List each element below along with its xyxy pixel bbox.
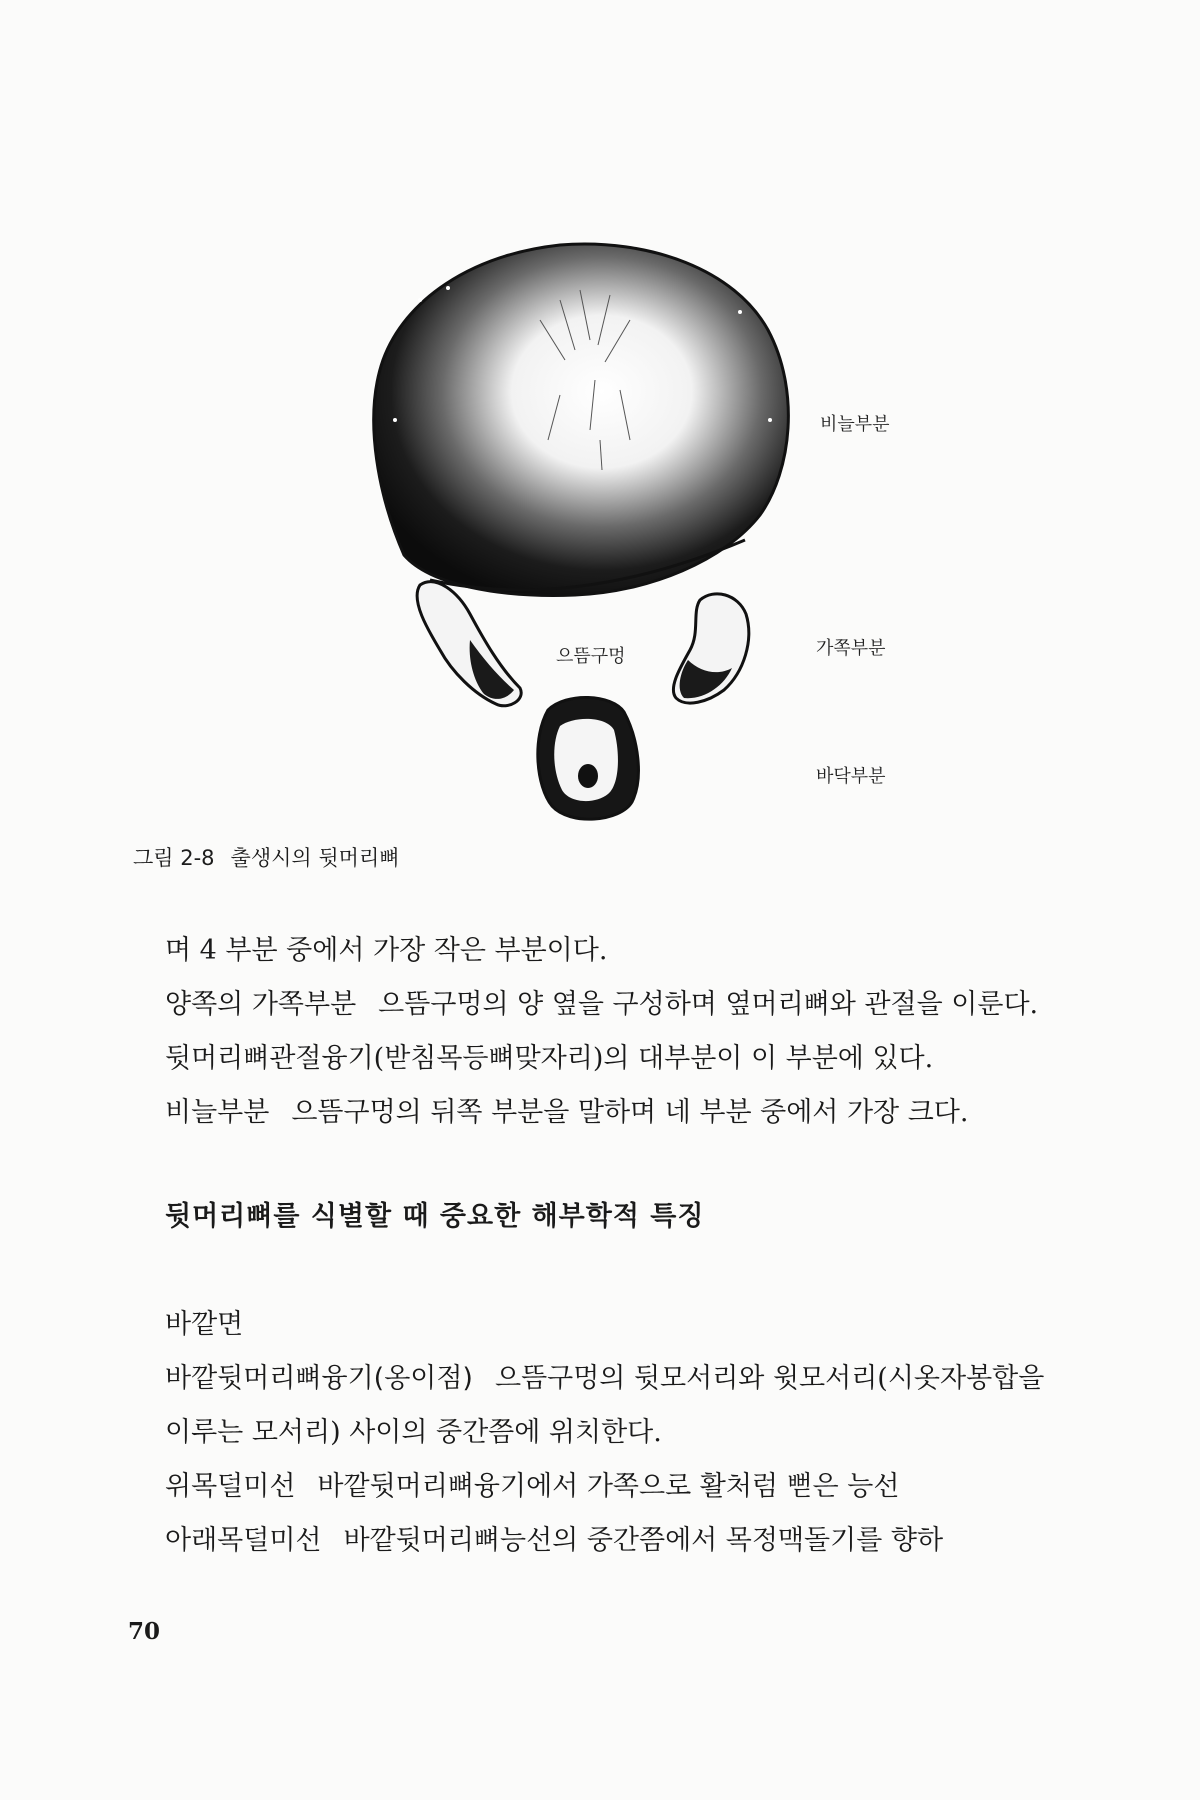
figure-caption-number: 그림 2-8 <box>133 846 215 870</box>
term-lateral-part: 양쪽의 가쪽부분 <box>165 989 357 1020</box>
body-text <box>165 924 1045 1568</box>
desc-inferior-nuchal-line: 바깥뒷머리뼈능선의 중간쯤에서 목정맥돌기를 향하 <box>343 1525 944 1556</box>
occipital-bone-figure <box>0 0 1200 840</box>
label-basilar-part: 바닥부분 <box>816 766 886 787</box>
figure-caption <box>133 842 400 872</box>
occipital-bone-illustration <box>0 0 1200 840</box>
basilar-part-shape <box>538 697 639 819</box>
term-squamous-part: 비늘부분 <box>165 1097 270 1128</box>
desc-external-protuberance: 으뜸구멍의 뒷모서리와 윗모서리(시옷자봉합을 이루는 모서리) 사이의 중간쯤에 위치한다. <box>165 1363 1045 1448</box>
desc-superior-nuchal-line: 바깥뒷머리뼈융기에서 가쪽으로 활처럼 뻗은 능선 <box>317 1471 900 1502</box>
left-lateral-part-shape <box>417 582 521 706</box>
body-line-continuation: 며 4 부분 중에서 가장 작은 부분이다. <box>165 935 608 966</box>
right-lateral-part-shape <box>673 594 748 703</box>
label-lateral-part: 가쪽부분 <box>816 638 886 659</box>
term-superior-nuchal-line: 위목덜미선 <box>165 1471 296 1502</box>
page-number: 70 <box>128 1618 161 1645</box>
subsection-heading: 바깥면 <box>165 1309 244 1340</box>
paragraph-inferior-nuchal-line <box>165 1514 1045 1568</box>
paragraph-superior-nuchal-line <box>165 1460 1045 1514</box>
term-inferior-nuchal-line: 아래목덜미선 <box>165 1525 322 1556</box>
desc-squamous-part: 으뜸구멍의 뒤쪽 부분을 말하며 네 부분 중에서 가장 크다. <box>291 1097 969 1128</box>
term-external-protuberance: 바깥뒷머리뼈융기(옹이점) <box>165 1363 473 1394</box>
section-heading: 뒷머리뼈를 식별할 때 중요한 해부학적 특징 <box>165 1201 705 1232</box>
label-squamous-part: 비늘부분 <box>820 414 890 435</box>
paragraph-lateral-part <box>165 978 1045 1086</box>
desc-lateral-part: 으뜸구멍의 양 옆을 구성하며 옆머리뼈와 관절을 이룬다. 뒷머리뼈관절융기(받침목등뼈맞자리)의 대부분이 이 부분에 있다. <box>165 989 1039 1074</box>
paragraph-external-protuberance <box>165 1352 1045 1460</box>
figure-caption-text: 출생시의 뒷머리뼈 <box>230 846 400 870</box>
squamous-part-shape <box>374 244 789 595</box>
label-foramen-magnum: 으뜸구멍 <box>556 646 626 667</box>
paragraph-squamous-part <box>165 1086 1045 1140</box>
